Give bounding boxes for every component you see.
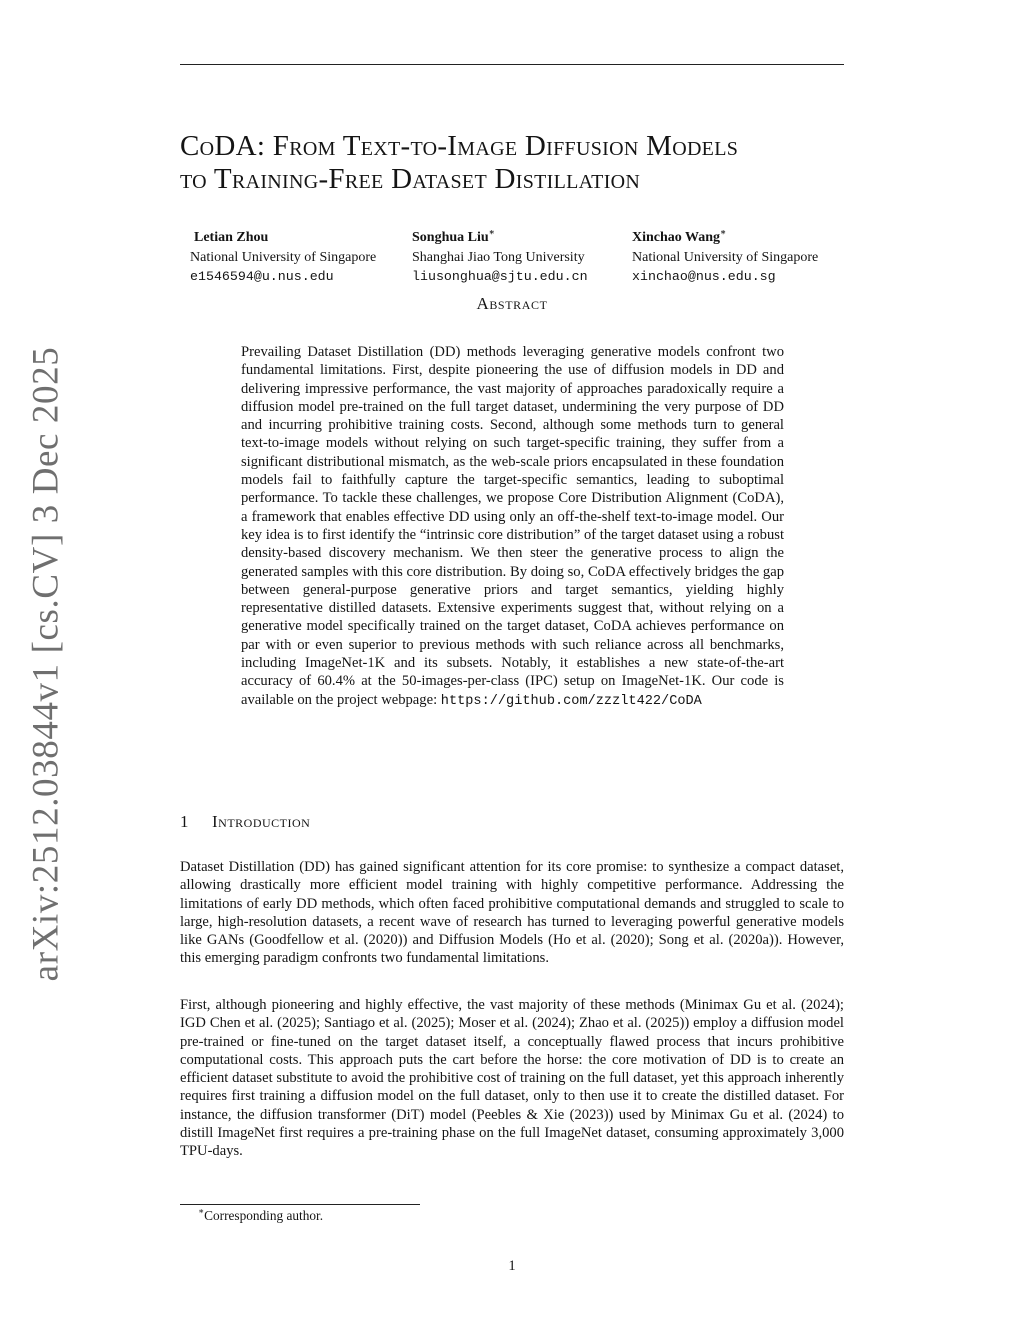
intro-paragraph-1: Dataset Distillation (DD) has gained significant attention for its core promise: to synthesize a compact dataset, allowing drastically more efficient model training with highly competitive performance. Addressing the limitations of early DD methods, which often faced prohibitive computational demands and struggled to scale to large, high-resolution datasets, a recent wave of research has turned to leveraging powerful generative models like GANs (Goodfellow et al. (2020)) and Diffusion Models (Ho et al. (2020); Song et al. (2020a)). However, this emerging paradigm confronts two fundamental limitations. [180,859,844,967]
corresponding-author-marker: ∗ [720,227,727,237]
page-number: 1 [508,1258,516,1274]
top-rule [180,64,844,65]
title-line-2: to Training-Free Dataset Distillation [180,163,641,195]
intro-paragraph-2: First, although pioneering and highly effective, the vast majority of these methods (Minimax Gu et al. (2024); IGD Chen et al. (2025); Santiago et al. (2025); Moser et al. (2024); Zhao et al. (2025)) employ a diffusion model pre-trained or fine-tuned on the target dataset itself, a conceptually flawed process that incurs prohibitive computational costs. This approach puts the cart before the horse: the core motivation of DD is to create an efficient dataset substitute to avoid the prohibitive cost of training on the full dataset, yet this approach inherently requires first training a diffusion model on the full dataset, only to then use it to create the distilled dataset. For instance, the diffusion transformer (DiT) model (Peebles & Xie (2023)) used by Minimax Gu et al. (2024) to distill ImageNet first requires a pre-training phase on the full ImageNet dataset, consuming approximately 3,000 TPU-days. [180,997,844,1160]
arxiv-identifier-text: arXiv:2512.03844v1 [cs.CV] 3 Dec 2025 [25,346,67,982]
section-number: 1 [180,812,189,831]
author-name: Songhua Liu∗ [412,227,495,245]
corresponding-author-marker: ∗ [488,227,495,237]
author-email: xinchao@nus.edu.sg [632,269,776,284]
project-url-link[interactable]: https://github.com/zzzlt422/CoDA [440,693,702,709]
author-affiliation: National University of Singapore [190,249,377,265]
footnote-text: Corresponding author. [204,1208,324,1223]
title-line-1: CoDA: From Text-to-Image Diffusion Models [180,130,739,162]
footnote [198,1208,323,1224]
author-block-2 [412,228,588,287]
author-name: Xinchao Wang∗ [632,227,727,245]
paper-title [180,130,860,196]
abstract-text: Prevailing Dataset Distillation (DD) methods leveraging generative models confront two fundamental limitations. First, despite pioneering the use of diffusion models in DD and delivering impressive performance, the vast majority of approaches paradoxically require a diffusion model pre-trained on the full target dataset, undermining the very purpose of DD and incurring prohibitive training costs. Second, although some methods turn to general text-to-image models without relying on such target-specific training, they suffer from a significant distributional mismatch, as the web-scale priors encapsulated in these foundation models fail to faithfully capture the target-specific semantics, leading to suboptimal performance. To tackle these challenges, we propose Core Distribution Alignment (CoDA), a framework that enables effective DD using only an off-the-shelf text-to-image model. Our key idea is to first identify the “intrinsic core distribution” of the target dataset using a robust density-based discovery mechanism. We then steer the generative process to align the generated samples with this core distribution. By doing so, CoDA effectively bridges the gap between general-purpose generative priors and target semantics, yielding highly representative distilled datasets. Extensive experiments suggest that, without relying on a generative model specifically trained on the target dataset, CoDA achieves performance on par with or even superior to previous methods with such reliance across all benchmarks, including ImageNet-1K and its subsets. Notably, it establishes a new state-of-the-art accuracy of 60.4% at the 50-images-per-class (IPC) setup on ImageNet-1K. Our code is available on the project webpage: [241,344,784,708]
author-block-1 [190,228,377,287]
footnote-rule [180,1204,420,1205]
author-email: liusonghua@sjtu.edu.cn [412,269,588,284]
abstract-heading: Abstract [476,294,548,313]
author-block-3 [632,228,818,287]
section-heading [180,812,310,832]
abstract-body [241,343,784,711]
author-affiliation: Shanghai Jiao Tong University [412,249,585,265]
author-email: e1546594@u.nus.edu [190,269,334,284]
author-name: Letian Zhou [194,230,269,245]
author-affiliation: National University of Singapore [632,249,819,265]
section-title: Introduction [212,812,311,831]
footnote-marker: ∗ [198,1206,205,1216]
